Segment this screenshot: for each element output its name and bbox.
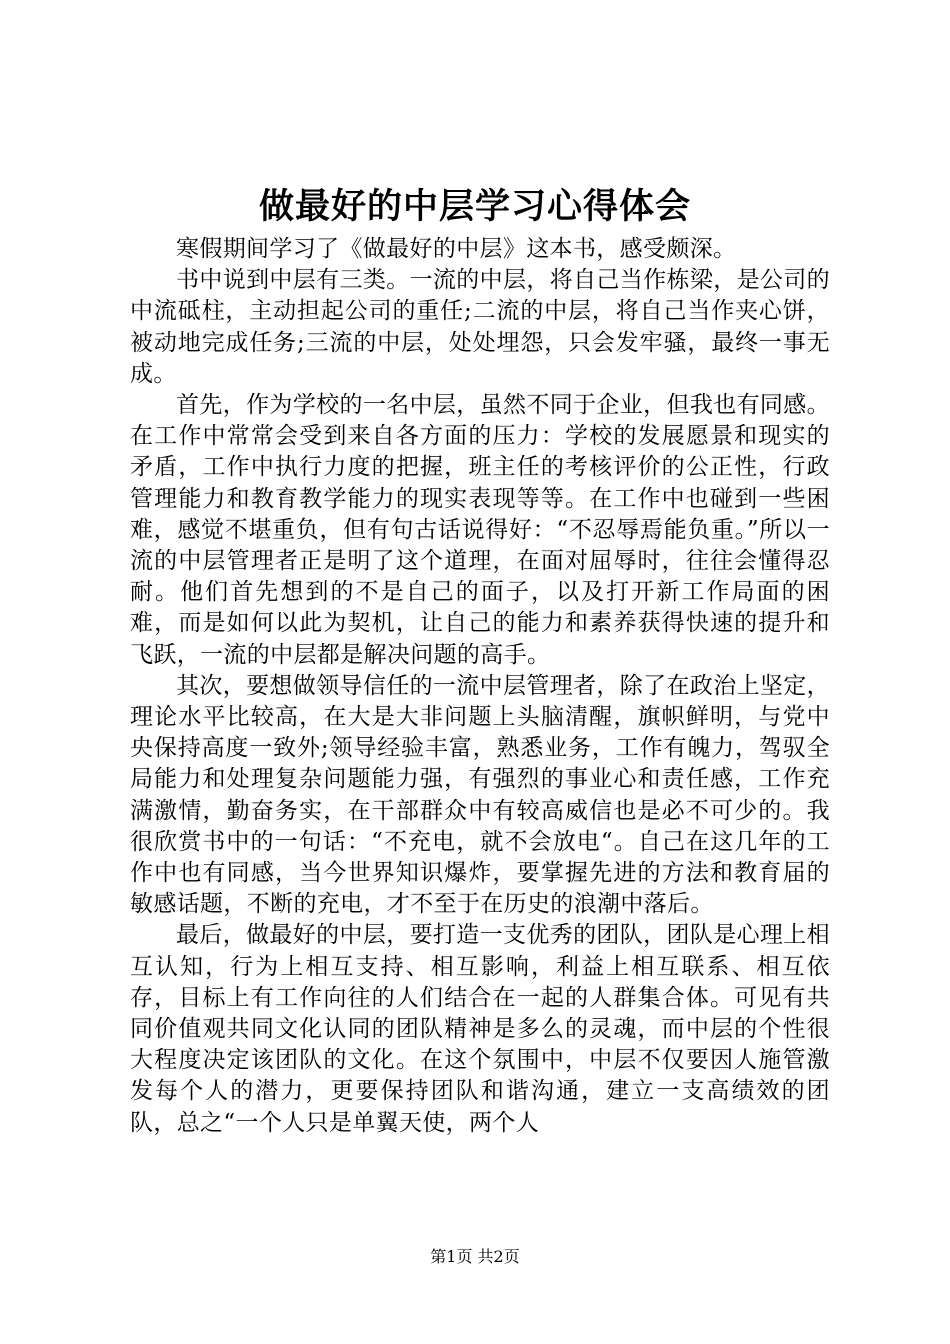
paragraph-intro: 寒假期间学习了《做最好的中层》这本书，感受颇深。	[176, 236, 737, 262]
paragraph-three-types: 书中说到中层有三类。一流的中层，将自己当作栋梁，是公司的中流砥柱，主动担起公司的重任;二流的中层，将自己当作夹心饼，被动地完成任务;三流的中层，处处埋怨，只会发牢骚，最终一事无成。	[130, 267, 830, 387]
page-number-footer: 第1页 共2页	[430, 1247, 520, 1266]
paragraph-final-point: 最后，做最好的中层，要打造一支优秀的团队，团队是心理上相互认知，行为上相互支持、相互影响，利益上相互联系、相互依存，目标上有工作向往的人们结合在一起的人群集合体。可见有共同价值观共同文化认同的团队精神是多么的灵魂，而中层的个性很大程度决定该团队的文化。在这个氛围中，中层不仅要因人施管激发每个人的潜力，更要保持团队和谐沟通，建立一支高绩效的团队，总之“一个人只是单翼天使，两个人	[130, 922, 830, 1136]
paragraph-first-point: 首先，作为学校的一名中层，虽然不同于企业，但我也有同感。在工作中常常会受到来自各方面的压力：学校的发展愿景和现实的矛盾，工作中执行力度的把握，班主任的考核评价的公正性，行政管理能力和教育教学能力的现实表现等等。在工作中也碰到一些困难，感觉不堪重负，但有句古话说得好：“不忍辱焉能负重。”所以一流的中层管理者正是明了这个道理，在面对屈辱时，往往会懂得忍耐。他们首先想到的不是自己的面子，以及打开新工作局面的困难，而是如何以此为契机，让自己的能力和素养获得快速的提升和飞跃，一流的中层都是解决问题的高手。	[130, 392, 830, 668]
document-title: 做最好的中层学习心得体会	[258, 186, 691, 227]
paragraph-second-point: 其次，要想做领导信任的一流中层管理者，除了在政治上坚定，理论水平比较高，在大是大非问题上头脑清醒，旗帜鲜明，与党中央保持高度一致外;领导经验丰富，熟悉业务，工作有魄力，驾驭全局能力和处理复杂问题能力强，有强烈的事业心和责任感，工作充满激情，勤奋务实，在干部群众中有较高威信也是必不可少的。我很欣赏书中的一句话：“不充电，就不会放电“。自己在这几年的工作中也有同感，当今世界知识爆炸，要掌握先进的方法和教育届的敏感话题，不断的充电，才不至于在历史的浪潮中落后。	[130, 672, 830, 918]
document-body	[130, 234, 830, 1139]
